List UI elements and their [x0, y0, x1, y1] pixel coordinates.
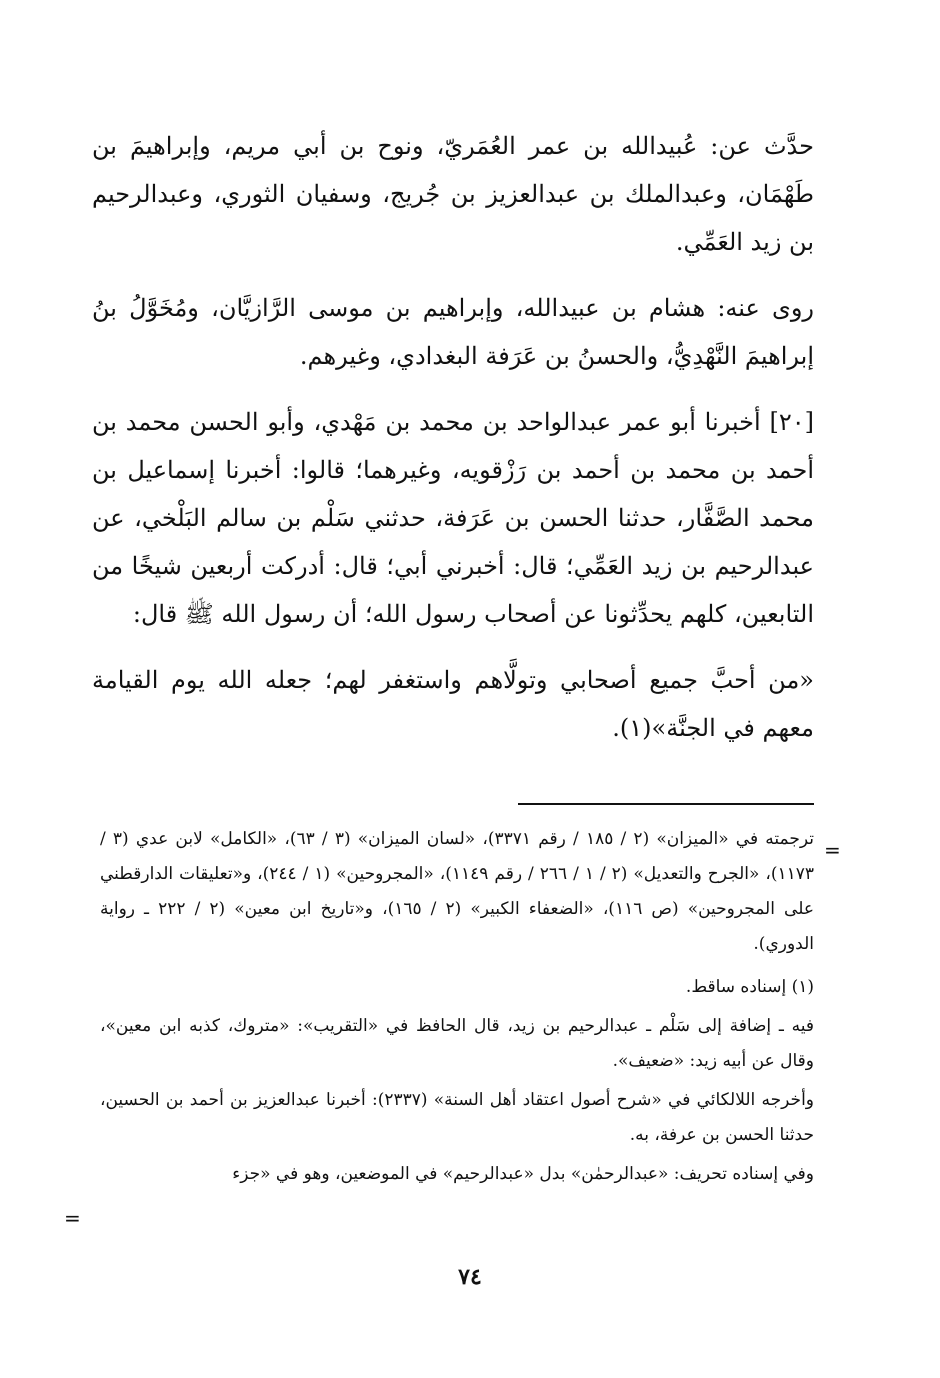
hadith-quote-paragraph: «من أحبَّ جميع أصحابي وتولَّاهم واستغفر لهم؛ جعله الله يوم القيامة معهم في الجنَّة»(١).: [92, 666, 814, 742]
continued-from-marker: =: [824, 838, 841, 862]
footnote-divider: [518, 803, 814, 805]
continues-to-marker: =: [64, 1206, 81, 1230]
footnotes: [100, 822, 814, 1196]
narrated-from-paragraph: حدَّث عن: عُبيدالله بن عمر العُمَريّ، ونوح بن أبي مريم، وإبراهيمَ بن طَهْمَان، وعبدالملك بن عبدالعزيز بن جُريج، وسفيان الثوري، وعبدالرحيم بن زيد العَمِّي.: [92, 132, 814, 256]
footnote-item: وأخرجه اللالكائي في «شرح أصول اعتقاد أهل السنة» (٢٣٣٧): أخبرنا عبدالعزيز بن أحمد بن الحسين، حدثنا الحسن بن عرفة، به.: [100, 1090, 814, 1145]
footnote-continuation: ترجمته في «الميزان» (٢ / ١٨٥ / رقم ٣٣٧١)، «لسان الميزان» (٣ / ٦٣)، «الكامل» لابن عدي (٣ / ١١٧٣)، «الجرح والتعديل» (٢ / ١ / ٢٦٦ / رقم ١١٤٩)، «المجروحين» (١ / ٢٤٤)، و«تعليقات الدارقطني على المجروحين» (ص ١١٦)، «الضعفاء الكبير» (٢ / ١٦٥)، و«تاريخ ابن معين» (٢ / ٢٢٢ ـ رواية الدوري).: [100, 829, 815, 954]
hadith-chain-paragraph: [٢٠] أخبرنا أبو عمر عبدالواحد بن محمد بن مَهْدي، وأبو الحسن محمد بن أحمد بن محمد بن أحمد بن رَزْقويه، وغيرهما؛ قالوا: أخبرنا إسماعيل بن محمد الصَّفَّار، حدثنا الحسن بن عَرَفة، حدثني سَلْم بن سالم البَلْخي، عن عبدالرحيم بن زيد العَمِّي؛ قال: أخبرني أبي؛ قال: أدركت أربعين شيخًا من التابعين، كلهم يحدِّثونا عن أصحاب رسول الله؛ أن رسول الله ﷺ قال:: [92, 408, 815, 628]
footnote-item: (١) إسناده ساقط.: [685, 977, 814, 997]
footnote-item: فيه ـ إضافة إلى سَلْم ـ عبدالرحيم بن زيد، قال الحافظ في «التقريب»: «متروك، كذبه ابن معين»، وقال عن أبيه زيد: «ضعيف».: [100, 1016, 814, 1071]
main-text: [92, 122, 814, 770]
page-number: ٧٤: [458, 1264, 482, 1290]
footnote-item: وفي إسناده تحريف: «عبدالرحمٰن» بدل «عبدالرحيم» في الموضعين، وهو في «جزء: [232, 1164, 814, 1184]
narrated-by-paragraph: روى عنه: هشام بن عبيدالله، وإبراهيم بن موسى الرَّازيَّان، ومُخَوَّلُ بنُ إبراهيمَ النَّهْدِيُّ، والحسنُ بن عَرَفة البغدادي، وغيرهم.: [92, 294, 814, 370]
